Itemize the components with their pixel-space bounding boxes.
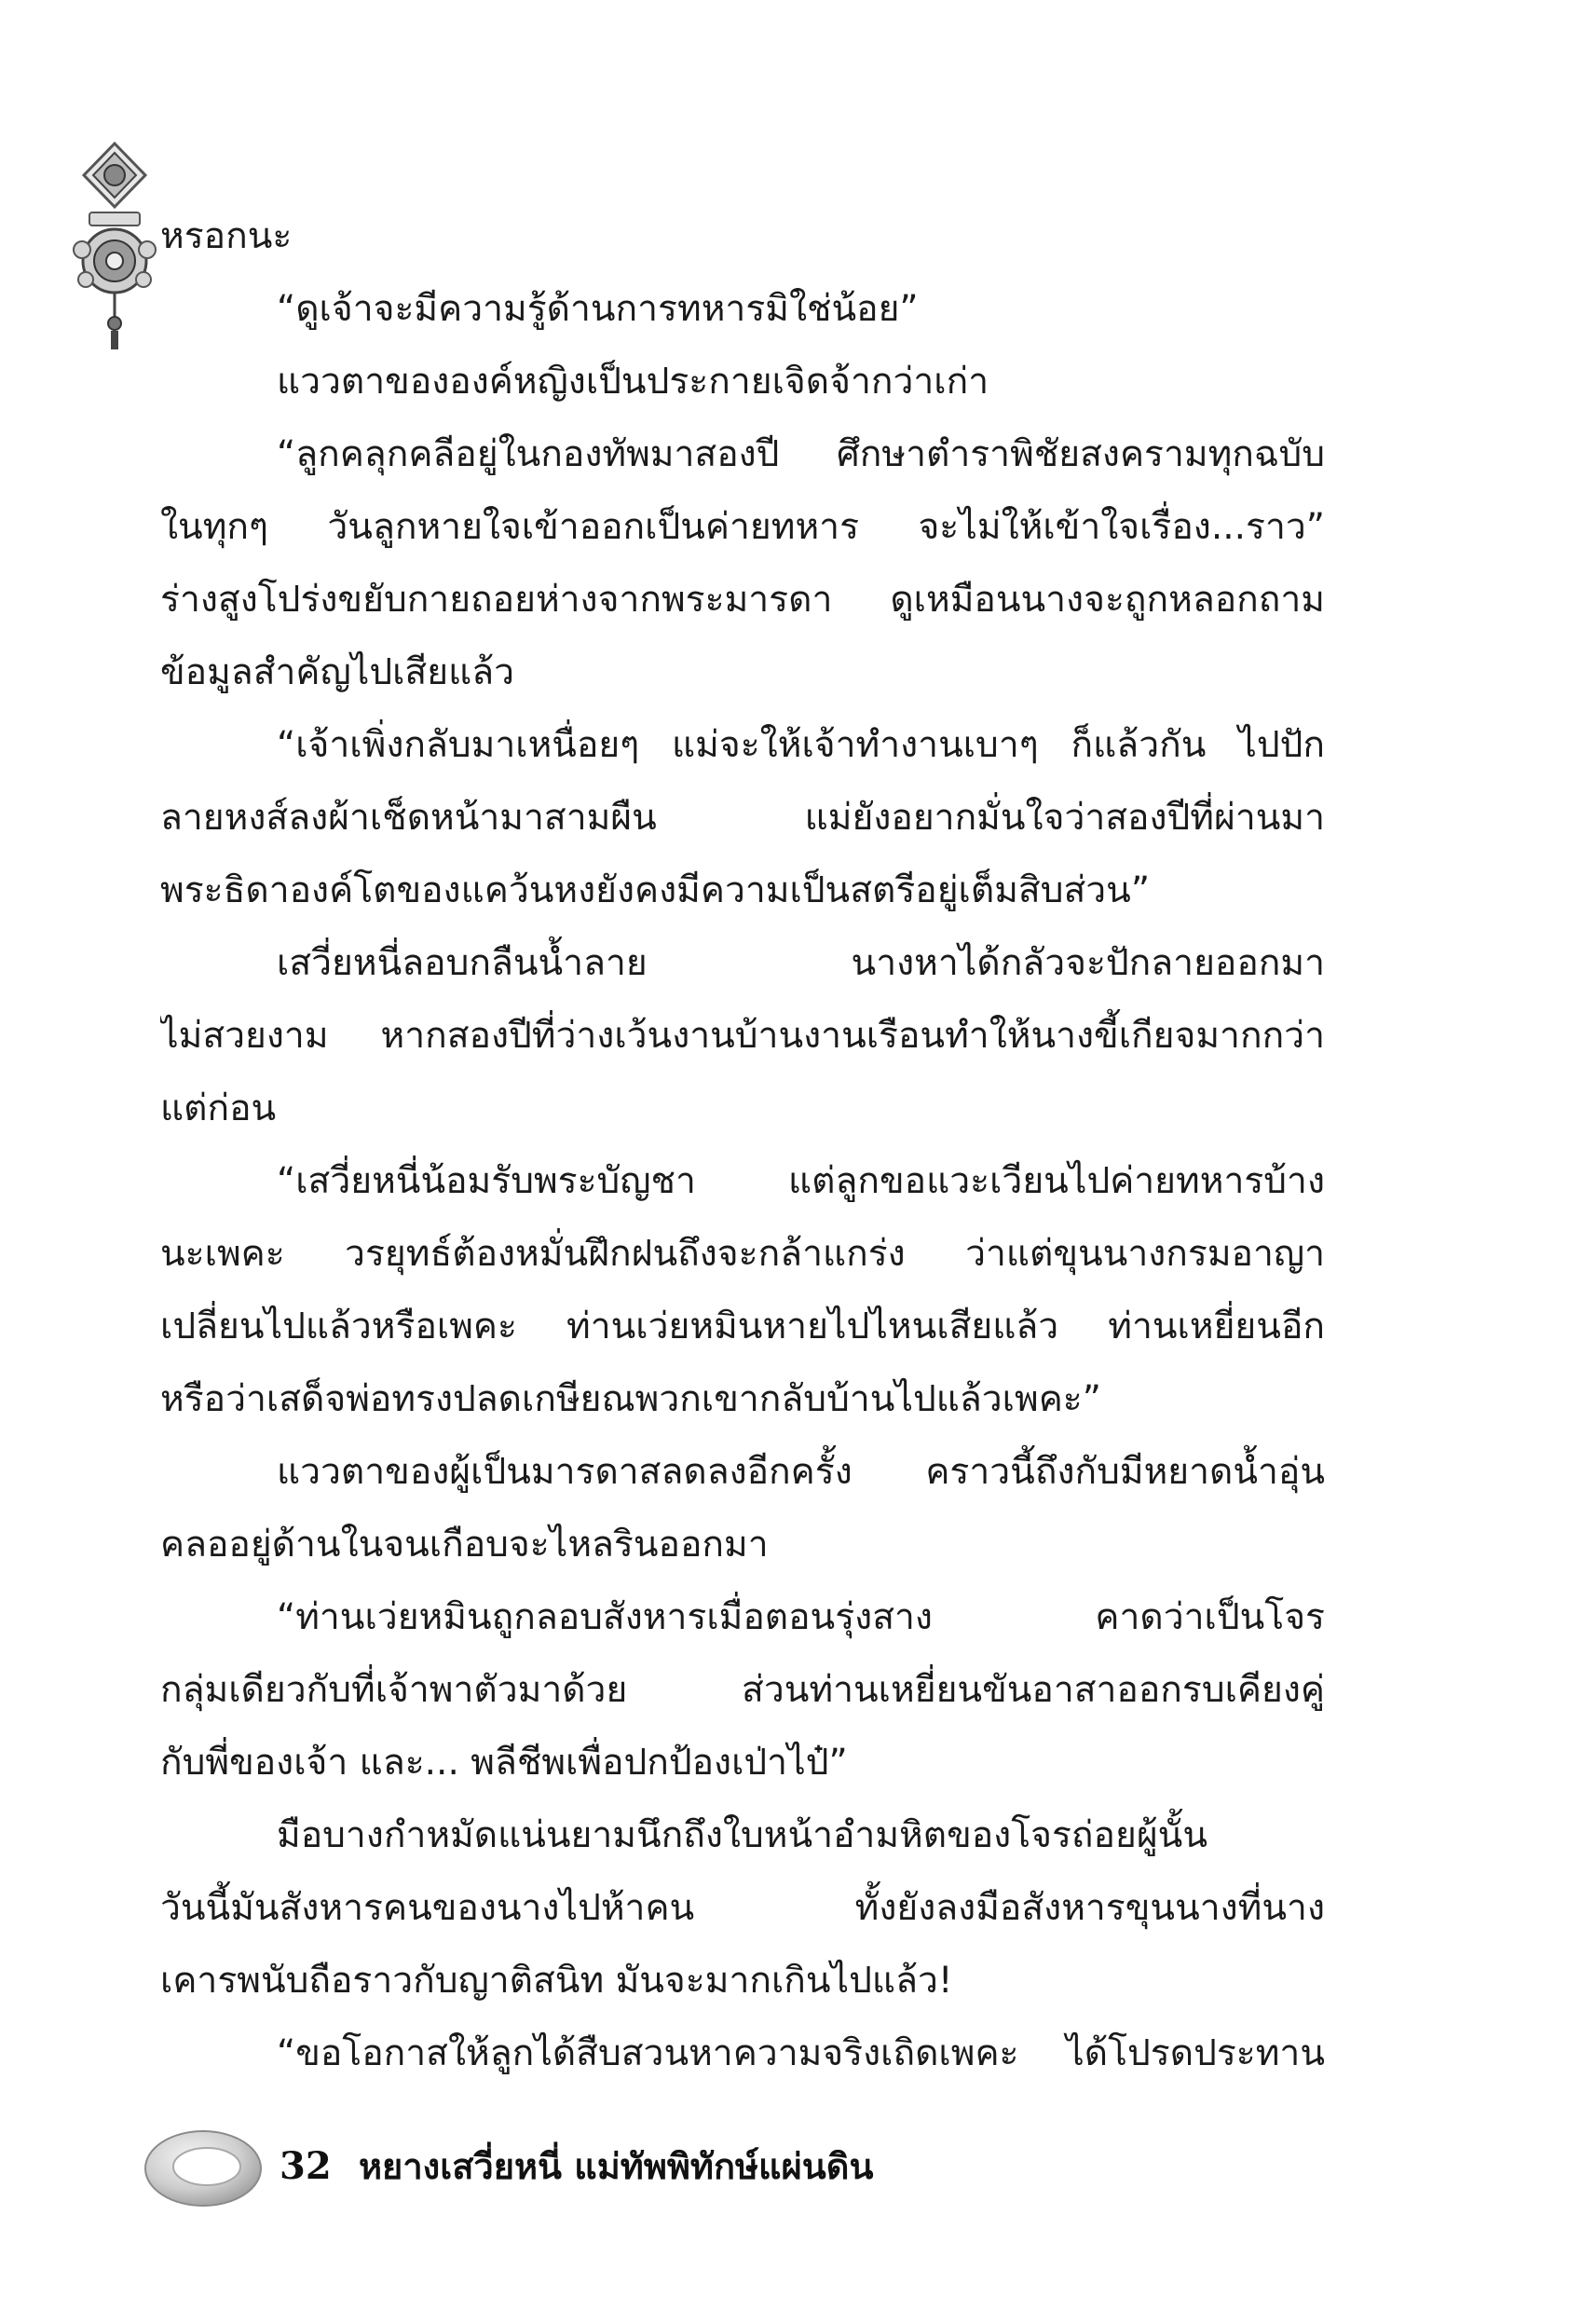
text-line: เปลี่ยนไปแล้วหรือเพคะ ท่านเว่ยหมินหายไปไหนเสียแล้ว ท่านเหยี่ยนอีก <box>160 1306 1325 1347</box>
text-line: “เสวี่ยหนี่น้อมรับพระบัญชา แต่ลูกขอแวะเวียนไปค่ายทหารบ้าง <box>277 1160 1325 1202</box>
text-line: “ท่านเว่ยหมินถูกลอบสังหารเมื่อตอนรุ่งสาง คาดว่าเป็นโจร <box>277 1596 1325 1638</box>
text-line: นะเพคะ วรยุทธ์ต้องหมั่นฝึกฝนถึงจะกล้าแกร่ง ว่าแต่ขุนนางกรมอาญา <box>160 1233 1325 1275</box>
text-line: ลายหงส์ลงผ้าเช็ดหน้ามาสามผืน แม่ยังอยากมั่นใจว่าสองปีที่ผ่านมา <box>160 797 1325 839</box>
text-line: แต่ก่อน <box>160 1087 277 1129</box>
jade-ring-icon <box>138 2120 268 2213</box>
text-line: พระธิดาองค์โตของแคว้นหงยังคงมีความเป็นสตรีอยู่เต็มสิบส่วน” <box>160 869 1151 911</box>
text-line: แววตาของผู้เป็นมารดาสลดลงอีกครั้ง คราวนี้ถึงกับมีหยาดน้ำอุ่น <box>277 1451 1325 1493</box>
text-line: ไม่สวยงาม หากสองปีที่ว่างเว้นงานบ้านงานเรือนทำให้นางขี้เกียจมากกว่า <box>160 1015 1325 1057</box>
text-line: ร่างสูงโปร่งขยับกายถอยห่างจากพระมารดา ดูเหมือนนางจะถูกหลอกถาม <box>160 579 1325 621</box>
text-line: “เจ้าเพิ่งกลับมาเหนื่อยๆ แม่จะให้เจ้าทำงานเบาๆ ก็แล้วกัน ไปปัก <box>277 724 1325 766</box>
text-line: เสวี่ยหนี่ลอบกลืนน้ำลาย นางหาได้กลัวจะปักลายออกมา <box>277 942 1325 984</box>
text-line: กับพี่ของเจ้า และ... พลีชีพเพื่อปกป้องเป่าไป๋” <box>160 1742 848 1784</box>
text-line: วันนี้มันสังหารคนของนางไปห้าคน ทั้งยังลงมือสังหารขุนนางที่นาง <box>160 1887 1325 1929</box>
text-line: “ขอโอกาสให้ลูกได้สืบสวนหาความจริงเถิดเพคะ ได้โปรดประทาน <box>277 2032 1325 2074</box>
text-line: “ดูเจ้าจะมีความรู้ด้านการทหารมิใช่น้อย” <box>277 288 919 330</box>
text-line: เคารพนับถือราวกับญาติสนิท มันจะมากเกินไปแล้ว! <box>160 1960 953 2002</box>
text-line: หรือว่าเสด็จพ่อทรงปลดเกษียณพวกเขากลับบ้านไปแล้วเพคะ” <box>160 1378 1101 1420</box>
text-line: ข้อมูลสำคัญไปเสียแล้ว <box>160 651 515 693</box>
text-line: ในทุกๆ วันลูกหายใจเข้าออกเป็นค่ายทหาร จะไม่ให้เข้าใจเรื่อง...ราว” <box>160 506 1325 548</box>
page-number: 32 <box>280 2144 332 2188</box>
running-footer-title: หยางเสวี่ยหนี่ แม่ทัพพิทักษ์แผ่นดิน <box>359 2146 874 2187</box>
text-line: คลออยู่ด้านในจนเกือบจะไหลรินออกมา <box>160 1524 769 1566</box>
text-line: “ลูกคลุกคลีอยู่ในกองทัพมาสองปี ศึกษาตำราพิชัยสงครามทุกฉบับ <box>277 433 1325 475</box>
ornament-emblem-icon <box>63 140 166 354</box>
text-line: หรอกนะ <box>160 215 293 257</box>
text-line: แววตาขององค์หญิงเป็นประกายเจิดจ้ากว่าเก่า <box>277 361 989 403</box>
body-text <box>160 200 1325 2090</box>
text-line: กลุ่มเดียวกับที่เจ้าพาตัวมาด้วย ส่วนท่านเหยี่ยนขันอาสาออกรบเคียงคู่ <box>160 1669 1325 1711</box>
text-line: มือบางกำหมัดแน่นยามนึกถึงใบหน้าอำมหิตของโจรถ่อยผู้นั้น <box>277 1814 1207 1856</box>
